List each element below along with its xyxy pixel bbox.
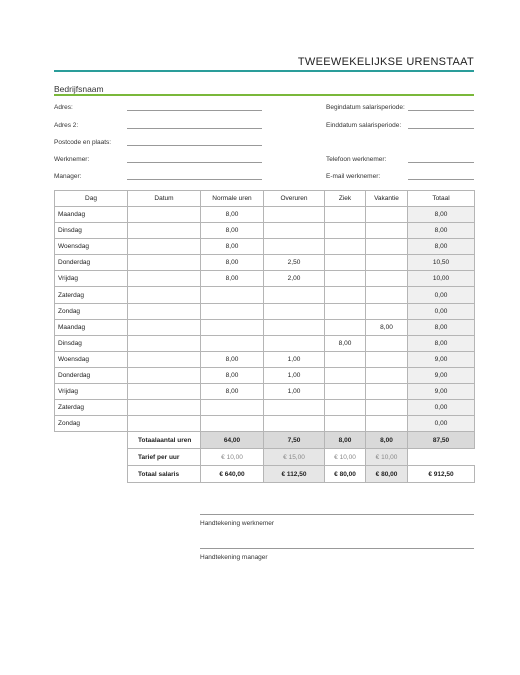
employee-signature-label: Handtekening werknemer <box>200 520 275 527</box>
timesheet-table <box>54 190 475 483</box>
cell-date[interactable] <box>128 319 201 335</box>
cell-sick[interactable] <box>325 367 366 383</box>
cell-date[interactable] <box>128 287 201 303</box>
cell-vacation[interactable] <box>366 207 408 223</box>
col-header-day: Dag <box>55 191 128 207</box>
cell-vacation[interactable] <box>366 351 408 367</box>
table-row <box>55 367 475 383</box>
cell-overtime[interactable]: 1,00 <box>264 367 325 383</box>
table-row <box>55 416 475 432</box>
period-start-label: Begindatum salarisperiode: <box>326 104 405 111</box>
cell-overtime[interactable] <box>264 239 325 255</box>
table-row <box>55 303 475 319</box>
cell-day: Zondag <box>55 416 128 432</box>
pay-label: Totaal salaris <box>128 466 201 483</box>
cell-date[interactable] <box>128 303 201 319</box>
cell-sick[interactable]: 8,00 <box>325 335 366 351</box>
cell-date[interactable] <box>128 223 201 239</box>
rate-row <box>55 449 475 466</box>
cell-overtime[interactable] <box>264 335 325 351</box>
cell-total: 10,00 <box>408 271 475 287</box>
col-header-overtime: Overuren <box>264 191 325 207</box>
company-name[interactable]: Bedrijfsnaam <box>54 84 104 94</box>
cell-total: 9,00 <box>408 384 475 400</box>
cell-sick[interactable] <box>325 271 366 287</box>
cell-total: 0,00 <box>408 287 475 303</box>
cell-date[interactable] <box>128 335 201 351</box>
pay-sick: € 80,00 <box>325 466 366 483</box>
cell-overtime[interactable] <box>264 287 325 303</box>
manager-label: Manager: <box>54 173 82 180</box>
cell-overtime[interactable] <box>264 416 325 432</box>
cell-day: Zaterdag <box>55 287 128 303</box>
cell-vacation[interactable] <box>366 303 408 319</box>
address-label: Adres: <box>54 104 73 111</box>
pay-regular: € 640,00 <box>201 466 264 483</box>
cell-day: Maandag <box>55 207 128 223</box>
cell-sick[interactable] <box>325 319 366 335</box>
cell-vacation[interactable] <box>366 367 408 383</box>
cell-total: 10,50 <box>408 255 475 271</box>
cell-date[interactable] <box>128 384 201 400</box>
cell-day: Vrijdag <box>55 271 128 287</box>
cell-date[interactable] <box>128 239 201 255</box>
totals-row <box>55 432 475 449</box>
pay-total: € 912,50 <box>408 466 475 483</box>
total-grand: 87,50 <box>408 432 475 449</box>
cell-regular-hours[interactable] <box>201 335 264 351</box>
total-sick: 8,00 <box>325 432 366 449</box>
cell-sick[interactable] <box>325 416 366 432</box>
table-header-row <box>55 191 475 207</box>
cell-regular-hours[interactable] <box>201 416 264 432</box>
cell-regular-hours[interactable] <box>201 400 264 416</box>
cell-total: 8,00 <box>408 335 475 351</box>
cell-vacation[interactable] <box>366 271 408 287</box>
table-row <box>55 400 475 416</box>
cell-date[interactable] <box>128 416 201 432</box>
cell-day: Woensdag <box>55 351 128 367</box>
employee-signature-line[interactable] <box>200 514 474 515</box>
cell-date[interactable] <box>128 255 201 271</box>
total-vacation: 8,00 <box>366 432 408 449</box>
cell-date[interactable] <box>128 271 201 287</box>
employee-phone-label: Telefoon werknemer: <box>326 156 387 163</box>
company-rule <box>54 94 474 96</box>
manager-signature-line[interactable] <box>200 548 474 549</box>
cell-sick[interactable] <box>325 223 366 239</box>
cell-regular-hours[interactable] <box>201 319 264 335</box>
cell-total: 8,00 <box>408 223 475 239</box>
cell-vacation[interactable] <box>366 416 408 432</box>
cell-total: 0,00 <box>408 303 475 319</box>
table-row <box>55 335 475 351</box>
table-row <box>55 207 475 223</box>
cell-overtime[interactable] <box>264 303 325 319</box>
pay-vacation: € 80,00 <box>366 466 408 483</box>
col-header-vacation: Vakantie <box>366 191 408 207</box>
blank-cell <box>55 466 128 483</box>
cell-day: Zondag <box>55 303 128 319</box>
table-row <box>55 287 475 303</box>
cell-regular-hours[interactable]: 8,00 <box>201 384 264 400</box>
cell-date[interactable] <box>128 351 201 367</box>
address-field[interactable] <box>127 110 262 111</box>
cell-vacation[interactable] <box>366 384 408 400</box>
cell-vacation[interactable] <box>366 239 408 255</box>
total-overtime: 7,50 <box>264 432 325 449</box>
table-row <box>55 319 475 335</box>
cell-vacation[interactable] <box>366 223 408 239</box>
cell-date[interactable] <box>128 207 201 223</box>
cell-total: 8,00 <box>408 207 475 223</box>
employee-field[interactable] <box>127 162 262 163</box>
period-start-field[interactable] <box>408 110 474 111</box>
cell-total: 0,00 <box>408 416 475 432</box>
rate-label: Tarief per uur <box>128 449 201 466</box>
manager-signature-label: Handtekening manager <box>200 554 268 561</box>
cell-overtime[interactable] <box>264 319 325 335</box>
rate-sick[interactable]: € 10,00 <box>325 449 366 466</box>
total-regular: 64,00 <box>201 432 264 449</box>
col-header-sick: Ziek <box>325 191 366 207</box>
rate-overtime[interactable]: € 15,00 <box>264 449 325 466</box>
cell-sick[interactable] <box>325 400 366 416</box>
cell-overtime[interactable] <box>264 223 325 239</box>
blank-cell <box>408 449 475 466</box>
cell-overtime[interactable]: 2,00 <box>264 271 325 287</box>
table-row <box>55 351 475 367</box>
cell-regular-hours[interactable]: 8,00 <box>201 223 264 239</box>
cell-overtime[interactable] <box>264 207 325 223</box>
cell-overtime[interactable] <box>264 400 325 416</box>
cell-sick[interactable] <box>325 255 366 271</box>
employee-label: Werknemer: <box>54 156 90 163</box>
table-row <box>55 239 475 255</box>
employee-phone-field[interactable] <box>408 162 474 163</box>
cell-overtime[interactable]: 2,50 <box>264 255 325 271</box>
cell-vacation[interactable] <box>366 335 408 351</box>
cell-regular-hours[interactable]: 8,00 <box>201 351 264 367</box>
cell-day: Donderdag <box>55 367 128 383</box>
cell-vacation[interactable] <box>366 400 408 416</box>
col-header-regular-hours: Normale uren <box>201 191 264 207</box>
cell-total: 0,00 <box>408 400 475 416</box>
cell-vacation[interactable]: 8,00 <box>366 319 408 335</box>
table-row <box>55 223 475 239</box>
table-row <box>55 384 475 400</box>
cell-sick[interactable] <box>325 384 366 400</box>
cell-regular-hours[interactable] <box>201 287 264 303</box>
cell-day: Maandag <box>55 319 128 335</box>
cell-sick[interactable] <box>325 351 366 367</box>
cell-regular-hours[interactable]: 8,00 <box>201 239 264 255</box>
pay-row <box>55 466 475 483</box>
cell-overtime[interactable]: 1,00 <box>264 351 325 367</box>
employee-email-label: E-mail werknemer: <box>326 173 381 180</box>
cell-day: Woensdag <box>55 239 128 255</box>
blank-cell <box>55 432 128 449</box>
cell-date[interactable] <box>128 400 201 416</box>
cell-day: Dinsdag <box>55 223 128 239</box>
title-rule <box>54 70 474 72</box>
pay-overtime: € 112,50 <box>264 466 325 483</box>
cell-total: 9,00 <box>408 367 475 383</box>
cell-vacation[interactable] <box>366 255 408 271</box>
table-row <box>55 255 475 271</box>
period-end-field[interactable] <box>408 128 474 129</box>
rate-vacation[interactable]: € 10,00 <box>366 449 408 466</box>
totals-label: Totaalaantal uren <box>128 432 201 449</box>
cell-total: 9,00 <box>408 351 475 367</box>
address2-label: Adres 2: <box>54 122 79 129</box>
cell-date[interactable] <box>128 367 201 383</box>
cell-regular-hours[interactable] <box>201 303 264 319</box>
cell-vacation[interactable] <box>366 287 408 303</box>
period-end-label: Einddatum salarisperiode: <box>326 122 402 129</box>
page-title: TWEEWEKELIJKSE URENSTAAT <box>297 56 474 68</box>
cell-day: Donderdag <box>55 255 128 271</box>
blank-cell <box>55 449 128 466</box>
col-header-date: Datum <box>128 191 201 207</box>
postcode-city-field[interactable] <box>127 145 262 146</box>
cell-total: 8,00 <box>408 239 475 255</box>
cell-regular-hours[interactable]: 8,00 <box>201 255 264 271</box>
cell-regular-hours[interactable]: 8,00 <box>201 207 264 223</box>
manager-field[interactable] <box>127 179 262 180</box>
rate-regular[interactable]: € 10,00 <box>201 449 264 466</box>
employee-email-field[interactable] <box>408 179 474 180</box>
col-header-total: Totaal <box>408 191 475 207</box>
cell-sick[interactable] <box>325 303 366 319</box>
cell-regular-hours[interactable]: 8,00 <box>201 271 264 287</box>
cell-sick[interactable] <box>325 239 366 255</box>
cell-total: 8,00 <box>408 319 475 335</box>
cell-sick[interactable] <box>325 207 366 223</box>
cell-day: Zaterdag <box>55 400 128 416</box>
cell-regular-hours[interactable]: 8,00 <box>201 367 264 383</box>
address2-field[interactable] <box>127 128 262 129</box>
cell-sick[interactable] <box>325 287 366 303</box>
cell-day: Dinsdag <box>55 335 128 351</box>
cell-overtime[interactable]: 1,00 <box>264 384 325 400</box>
table-row <box>55 271 475 287</box>
postcode-city-label: Postcode en plaats: <box>54 139 112 146</box>
cell-day: Vrijdag <box>55 384 128 400</box>
